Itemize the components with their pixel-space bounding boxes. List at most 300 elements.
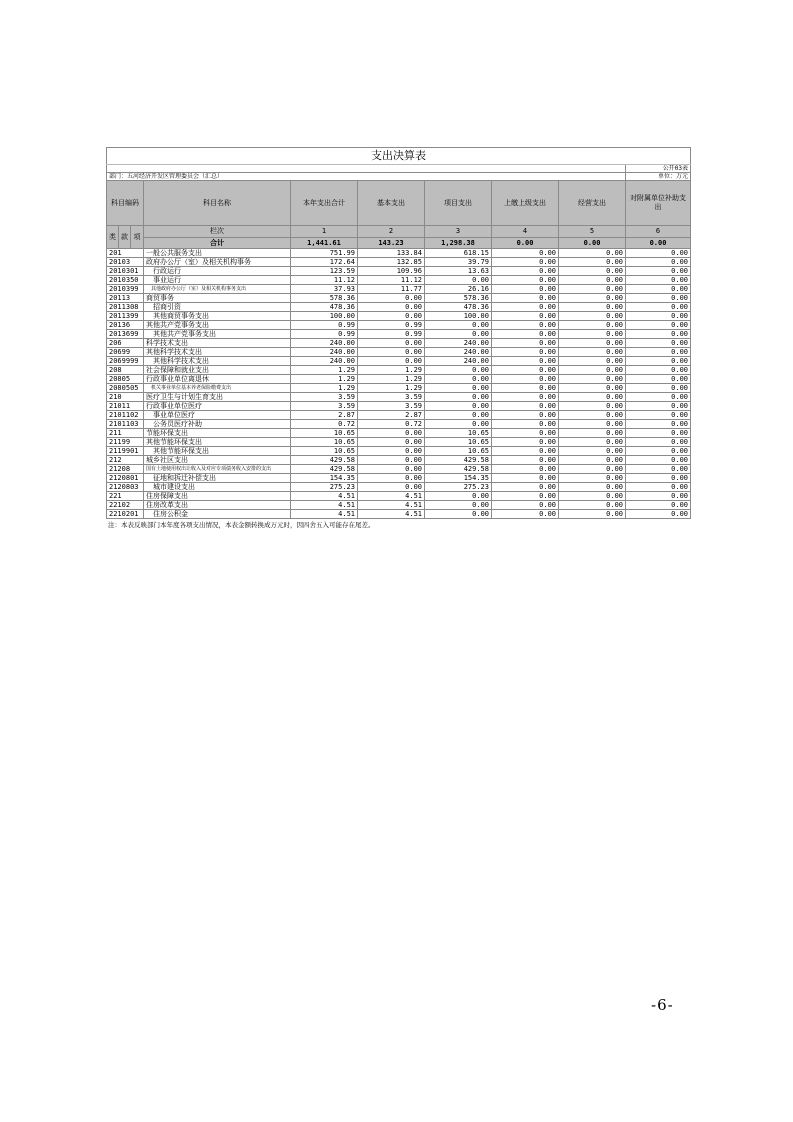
amount-cell: 0.00: [492, 510, 559, 519]
amount-cell: 3.59: [291, 402, 358, 411]
amount-cell: 0.00: [358, 294, 425, 303]
amount-cell: 0.00: [425, 366, 492, 375]
table-row: [107, 465, 691, 474]
amount-cell: 0.00: [626, 267, 691, 276]
table-row: [107, 429, 691, 438]
amount-cell: 0.00: [559, 456, 626, 465]
table-title: 支出决算表: [107, 148, 691, 165]
table-row: [107, 474, 691, 483]
amount-cell: 0.00: [626, 321, 691, 330]
amount-cell: 0.00: [559, 465, 626, 474]
table-row: [107, 402, 691, 411]
amount-cell: 3.59: [291, 393, 358, 402]
amount-cell: 0.00: [492, 312, 559, 321]
subject-code: 210: [107, 393, 144, 402]
subject-name: 住房保障支出: [144, 492, 291, 501]
amount-cell: 0.00: [626, 330, 691, 339]
table-row: [107, 447, 691, 456]
amount-cell: 0.00: [559, 411, 626, 420]
subject-name: 社会保障和就业支出: [144, 366, 291, 375]
amount-cell: 0.00: [492, 258, 559, 267]
amount-cell: 0.00: [626, 285, 691, 294]
table-row: [107, 483, 691, 492]
amount-cell: 0.00: [425, 501, 492, 510]
amount-cell: 4.51: [291, 510, 358, 519]
amount-cell: 0.00: [559, 312, 626, 321]
amount-cell: 0.00: [559, 510, 626, 519]
header-total: 本年支出合计: [291, 181, 358, 226]
total-value: 1,298.38: [425, 237, 492, 249]
subject-name: 其他政府办公厅（室）及相关机构事务支出: [144, 285, 291, 294]
footnote: 注：本表反映部门本年度各项支出情况，本表金额转换成万元时，因四舍五入可能存在尾差。: [108, 521, 375, 529]
amount-cell: 618.15: [425, 249, 492, 258]
amount-cell: 429.58: [291, 465, 358, 474]
amount-cell: 0.00: [358, 357, 425, 366]
amount-cell: 0.00: [626, 483, 691, 492]
amount-cell: 0.00: [626, 312, 691, 321]
subject-name: 事业单位医疗: [144, 411, 291, 420]
amount-cell: 0.00: [559, 330, 626, 339]
amount-cell: 0.99: [358, 330, 425, 339]
amount-cell: 0.00: [492, 393, 559, 402]
amount-cell: 0.00: [559, 348, 626, 357]
subject-code: 2010301: [107, 267, 144, 276]
subject-name: 其他节能环保支出: [144, 447, 291, 456]
table-row: [107, 339, 691, 348]
subject-code: 221: [107, 492, 144, 501]
amount-cell: 0.00: [492, 348, 559, 357]
amount-cell: 0.00: [626, 501, 691, 510]
amount-cell: 0.00: [425, 276, 492, 285]
amount-cell: 275.23: [425, 483, 492, 492]
amount-cell: 240.00: [425, 357, 492, 366]
department-label: 部门：五河经济开发区管理委员会（汇总）: [107, 173, 626, 181]
amount-cell: 0.00: [559, 357, 626, 366]
subject-code: 206: [107, 339, 144, 348]
amount-cell: 0.00: [425, 375, 492, 384]
subject-code: 20113: [107, 294, 144, 303]
amount-cell: 0.00: [559, 276, 626, 285]
amount-cell: 0.00: [358, 312, 425, 321]
amount-cell: 2.87: [291, 411, 358, 420]
amount-cell: 0.00: [492, 483, 559, 492]
amount-cell: 0.00: [492, 285, 559, 294]
amount-cell: 0.00: [492, 339, 559, 348]
amount-cell: 1.29: [291, 375, 358, 384]
amount-cell: 13.63: [425, 267, 492, 276]
total-value: 0.00: [492, 237, 559, 249]
table-row: [107, 411, 691, 420]
amount-cell: 0.00: [358, 348, 425, 357]
table-row: [107, 303, 691, 312]
amount-cell: 133.84: [358, 249, 425, 258]
subject-name: 城市建设支出: [144, 483, 291, 492]
amount-cell: 10.65: [291, 438, 358, 447]
amount-cell: 0.00: [492, 375, 559, 384]
amount-cell: 0.00: [559, 393, 626, 402]
amount-cell: 3.59: [358, 393, 425, 402]
amount-cell: 0.00: [559, 375, 626, 384]
amount-cell: 1.29: [291, 366, 358, 375]
amount-cell: 0.00: [626, 294, 691, 303]
amount-cell: 10.65: [425, 447, 492, 456]
header-basic: 基本支出: [358, 181, 425, 226]
amount-cell: 0.00: [492, 411, 559, 420]
table-row: [107, 348, 691, 357]
amount-cell: 0.00: [358, 474, 425, 483]
amount-cell: 0.00: [559, 474, 626, 483]
amount-cell: 478.36: [291, 303, 358, 312]
subject-name: 行政运行: [144, 267, 291, 276]
amount-cell: 0.00: [559, 492, 626, 501]
subject-code: 2011399: [107, 312, 144, 321]
column-number: 6: [626, 226, 691, 238]
amount-cell: 11.77: [358, 285, 425, 294]
column-number: 1: [291, 226, 358, 238]
amount-cell: 0.00: [559, 483, 626, 492]
amount-cell: 0.00: [626, 339, 691, 348]
amount-cell: 1.29: [358, 366, 425, 375]
amount-cell: 37.93: [291, 285, 358, 294]
amount-cell: 0.00: [559, 420, 626, 429]
column-number: 5: [559, 226, 626, 238]
amount-cell: 0.00: [492, 429, 559, 438]
amount-cell: 0.00: [559, 447, 626, 456]
amount-cell: 0.00: [559, 267, 626, 276]
subject-name: 其他共产党事务支出: [144, 321, 291, 330]
table-row: [107, 438, 691, 447]
amount-cell: 10.65: [425, 429, 492, 438]
table-row: [107, 420, 691, 429]
amount-cell: 0.00: [425, 393, 492, 402]
amount-cell: 4.51: [291, 501, 358, 510]
amount-cell: 0.00: [492, 294, 559, 303]
amount-cell: 0.00: [492, 402, 559, 411]
amount-cell: 0.00: [626, 366, 691, 375]
amount-cell: 0.00: [492, 420, 559, 429]
amount-cell: 240.00: [291, 339, 358, 348]
amount-cell: 0.00: [492, 357, 559, 366]
total-row-label: 合计: [144, 237, 291, 249]
amount-cell: 0.00: [425, 402, 492, 411]
subject-code: 2210201: [107, 510, 144, 519]
amount-cell: 0.00: [559, 258, 626, 267]
subject-name: 节能环保支出: [144, 429, 291, 438]
subject-code: 21011: [107, 402, 144, 411]
expenditure-table: [106, 147, 691, 519]
subject-name: 住房改革支出: [144, 501, 291, 510]
amount-cell: 0.00: [425, 492, 492, 501]
subject-code: 22102: [107, 501, 144, 510]
amount-cell: 0.00: [492, 474, 559, 483]
amount-cell: 0.00: [559, 429, 626, 438]
amount-cell: 0.72: [291, 420, 358, 429]
amount-cell: 11.12: [291, 276, 358, 285]
subject-name: 商贸事务: [144, 294, 291, 303]
subject-name: 其他商贸事务支出: [144, 312, 291, 321]
amount-cell: 0.00: [626, 429, 691, 438]
subject-code: 2069999: [107, 357, 144, 366]
amount-cell: 4.51: [358, 492, 425, 501]
subject-name: 公务员医疗补助: [144, 420, 291, 429]
table-row: [107, 258, 691, 267]
amount-cell: 0.00: [492, 276, 559, 285]
amount-cell: 0.00: [358, 438, 425, 447]
amount-cell: 0.00: [492, 249, 559, 258]
column-number: 3: [425, 226, 492, 238]
header-subsidiary: 对附属单位补助支出: [626, 181, 691, 226]
subject-name: 其他共产党事务支出: [144, 330, 291, 339]
amount-cell: 0.00: [559, 303, 626, 312]
amount-cell: 0.72: [358, 420, 425, 429]
amount-cell: 26.16: [425, 285, 492, 294]
amount-cell: 0.00: [559, 402, 626, 411]
amount-cell: 154.35: [291, 474, 358, 483]
amount-cell: 0.00: [492, 321, 559, 330]
amount-cell: 578.36: [425, 294, 492, 303]
amount-cell: 4.51: [358, 501, 425, 510]
amount-cell: 0.00: [425, 510, 492, 519]
amount-cell: 0.00: [559, 339, 626, 348]
amount-cell: 240.00: [425, 339, 492, 348]
amount-cell: 0.00: [559, 321, 626, 330]
amount-cell: 0.00: [626, 456, 691, 465]
amount-cell: 240.00: [425, 348, 492, 357]
amount-cell: 429.58: [291, 456, 358, 465]
subject-code: 2010399: [107, 285, 144, 294]
amount-cell: 100.00: [425, 312, 492, 321]
table-row: [107, 456, 691, 465]
header-business: 经营支出: [559, 181, 626, 226]
subject-code: 2101102: [107, 411, 144, 420]
amount-cell: 100.00: [291, 312, 358, 321]
subject-name: 招商引资: [144, 303, 291, 312]
subject-code: 2011308: [107, 303, 144, 312]
subject-name: 政府办公厅（室）及相关机构事务: [144, 258, 291, 267]
total-value: 0.00: [559, 237, 626, 249]
amount-cell: 429.58: [425, 465, 492, 474]
subject-code: 212: [107, 456, 144, 465]
amount-cell: 0.00: [425, 384, 492, 393]
table-row: [107, 357, 691, 366]
table-row: [107, 492, 691, 501]
subject-code: 2013699: [107, 330, 144, 339]
unit-label: 单位：万元: [626, 173, 691, 181]
amount-cell: 0.00: [626, 492, 691, 501]
amount-cell: 2.87: [358, 411, 425, 420]
amount-cell: 0.00: [626, 276, 691, 285]
amount-cell: 10.65: [291, 447, 358, 456]
amount-cell: 0.00: [559, 438, 626, 447]
amount-cell: 578.36: [291, 294, 358, 303]
amount-cell: 0.00: [626, 420, 691, 429]
amount-cell: 0.00: [626, 510, 691, 519]
subject-name: 科学技术支出: [144, 339, 291, 348]
header-project: 项目支出: [425, 181, 492, 226]
amount-cell: 0.00: [626, 465, 691, 474]
amount-cell: 0.00: [559, 366, 626, 375]
amount-cell: 3.59: [358, 402, 425, 411]
amount-cell: 0.00: [492, 447, 559, 456]
amount-cell: 0.00: [425, 321, 492, 330]
amount-cell: 1.29: [358, 384, 425, 393]
amount-cell: 0.00: [559, 501, 626, 510]
amount-cell: 0.00: [559, 294, 626, 303]
subject-code: 2120803: [107, 483, 144, 492]
amount-cell: 429.58: [425, 456, 492, 465]
amount-cell: 751.99: [291, 249, 358, 258]
page-number: -6-: [651, 996, 674, 1014]
amount-cell: 109.96: [358, 267, 425, 276]
table-row: [107, 366, 691, 375]
table-row: [107, 249, 691, 258]
amount-cell: 478.36: [425, 303, 492, 312]
table-row: [107, 267, 691, 276]
column-number: 4: [492, 226, 559, 238]
header-superior: 上缴上级支出: [492, 181, 559, 226]
column-number-label: 栏次: [144, 226, 291, 238]
amount-cell: 0.99: [358, 321, 425, 330]
amount-cell: 0.00: [358, 456, 425, 465]
subject-code: 201: [107, 249, 144, 258]
form-code: 公开03表: [626, 165, 691, 173]
subject-code: 2010350: [107, 276, 144, 285]
table-row: [107, 501, 691, 510]
amount-cell: 0.00: [626, 258, 691, 267]
amount-cell: 0.00: [626, 375, 691, 384]
amount-cell: 0.00: [626, 411, 691, 420]
table-row: [107, 321, 691, 330]
amount-cell: 240.00: [291, 348, 358, 357]
amount-cell: 0.00: [425, 420, 492, 429]
subject-code: 21208: [107, 465, 144, 474]
amount-cell: 0.00: [492, 384, 559, 393]
amount-cell: 1.29: [291, 384, 358, 393]
header-kuan: 款: [119, 226, 131, 249]
header-code: 科目编码: [107, 181, 144, 226]
amount-cell: 0.00: [358, 447, 425, 456]
amount-cell: 0.00: [425, 330, 492, 339]
subject-code: 208: [107, 366, 144, 375]
amount-cell: 1.29: [358, 375, 425, 384]
amount-cell: 0.00: [559, 249, 626, 258]
amount-cell: 0.00: [559, 384, 626, 393]
amount-cell: 0.00: [626, 249, 691, 258]
table-row: [107, 510, 691, 519]
subject-code: 20103: [107, 258, 144, 267]
amount-cell: 0.00: [626, 357, 691, 366]
subject-code: 20805: [107, 375, 144, 384]
amount-cell: 0.00: [358, 483, 425, 492]
amount-cell: 275.23: [291, 483, 358, 492]
subject-name: 国有土地使用权出让收入及对应专项债务收入安排的支出: [144, 465, 291, 474]
subject-name: 其他科学技术支出: [144, 357, 291, 366]
amount-cell: 0.00: [492, 330, 559, 339]
header-xiang: 项: [131, 226, 144, 249]
amount-cell: 0.00: [626, 393, 691, 402]
amount-cell: 0.00: [626, 402, 691, 411]
subject-code: 20699: [107, 348, 144, 357]
amount-cell: 0.00: [559, 285, 626, 294]
amount-cell: 0.00: [626, 348, 691, 357]
expenditure-sheet: [106, 147, 690, 530]
amount-cell: 39.79: [425, 258, 492, 267]
table-row: [107, 330, 691, 339]
amount-cell: 0.00: [492, 267, 559, 276]
subject-name: 城乡社区支出: [144, 456, 291, 465]
amount-cell: 0.00: [358, 429, 425, 438]
table-row: [107, 393, 691, 402]
table-row: [107, 285, 691, 294]
subject-name: 其他科学技术支出: [144, 348, 291, 357]
subject-name: 机关事业单位基本养老保险缴费支出: [144, 384, 291, 393]
amount-cell: 0.00: [492, 438, 559, 447]
subject-code: 21199: [107, 438, 144, 447]
subject-code: 2120801: [107, 474, 144, 483]
amount-cell: 0.00: [425, 411, 492, 420]
amount-cell: 0.00: [626, 474, 691, 483]
amount-cell: 0.00: [626, 384, 691, 393]
amount-cell: 0.00: [492, 456, 559, 465]
table-row: [107, 375, 691, 384]
table-row: [107, 276, 691, 285]
amount-cell: 0.00: [626, 438, 691, 447]
amount-cell: 0.00: [492, 465, 559, 474]
amount-cell: 0.00: [358, 339, 425, 348]
amount-cell: 10.65: [425, 438, 492, 447]
subject-name: 住房公积金: [144, 510, 291, 519]
total-value: 1,441.61: [291, 237, 358, 249]
column-number: 2: [358, 226, 425, 238]
amount-cell: 0.00: [358, 303, 425, 312]
amount-cell: 0.00: [492, 501, 559, 510]
subject-name: 事业运行: [144, 276, 291, 285]
amount-cell: 0.00: [626, 447, 691, 456]
amount-cell: 0.00: [492, 303, 559, 312]
amount-cell: 10.65: [291, 429, 358, 438]
subject-name: 行政事业单位医疗: [144, 402, 291, 411]
table-row: [107, 312, 691, 321]
subject-code: 2080505: [107, 384, 144, 393]
amount-cell: 154.35: [425, 474, 492, 483]
header-name: 科目名称: [144, 181, 291, 226]
amount-cell: 11.12: [358, 276, 425, 285]
amount-cell: 0.99: [291, 330, 358, 339]
subject-name: 其他节能环保支出: [144, 438, 291, 447]
amount-cell: 240.00: [291, 357, 358, 366]
amount-cell: 0.00: [626, 303, 691, 312]
amount-cell: 0.99: [291, 321, 358, 330]
table-row: [107, 384, 691, 393]
subject-code: 20136: [107, 321, 144, 330]
subject-name: 行政事业单位离退休: [144, 375, 291, 384]
amount-cell: 132.85: [358, 258, 425, 267]
amount-cell: 0.00: [492, 366, 559, 375]
amount-cell: 4.51: [291, 492, 358, 501]
amount-cell: 0.00: [492, 492, 559, 501]
header-lei: 类: [107, 226, 119, 249]
subject-name: 一般公共服务支出: [144, 249, 291, 258]
subject-name: 医疗卫生与计划生育支出: [144, 393, 291, 402]
subject-code: 2119901: [107, 447, 144, 456]
amount-cell: 172.64: [291, 258, 358, 267]
total-value: 0.00: [626, 237, 691, 249]
amount-cell: 4.51: [358, 510, 425, 519]
amount-cell: 0.00: [358, 465, 425, 474]
table-row: [107, 294, 691, 303]
amount-cell: 123.59: [291, 267, 358, 276]
subject-code: 2101103: [107, 420, 144, 429]
